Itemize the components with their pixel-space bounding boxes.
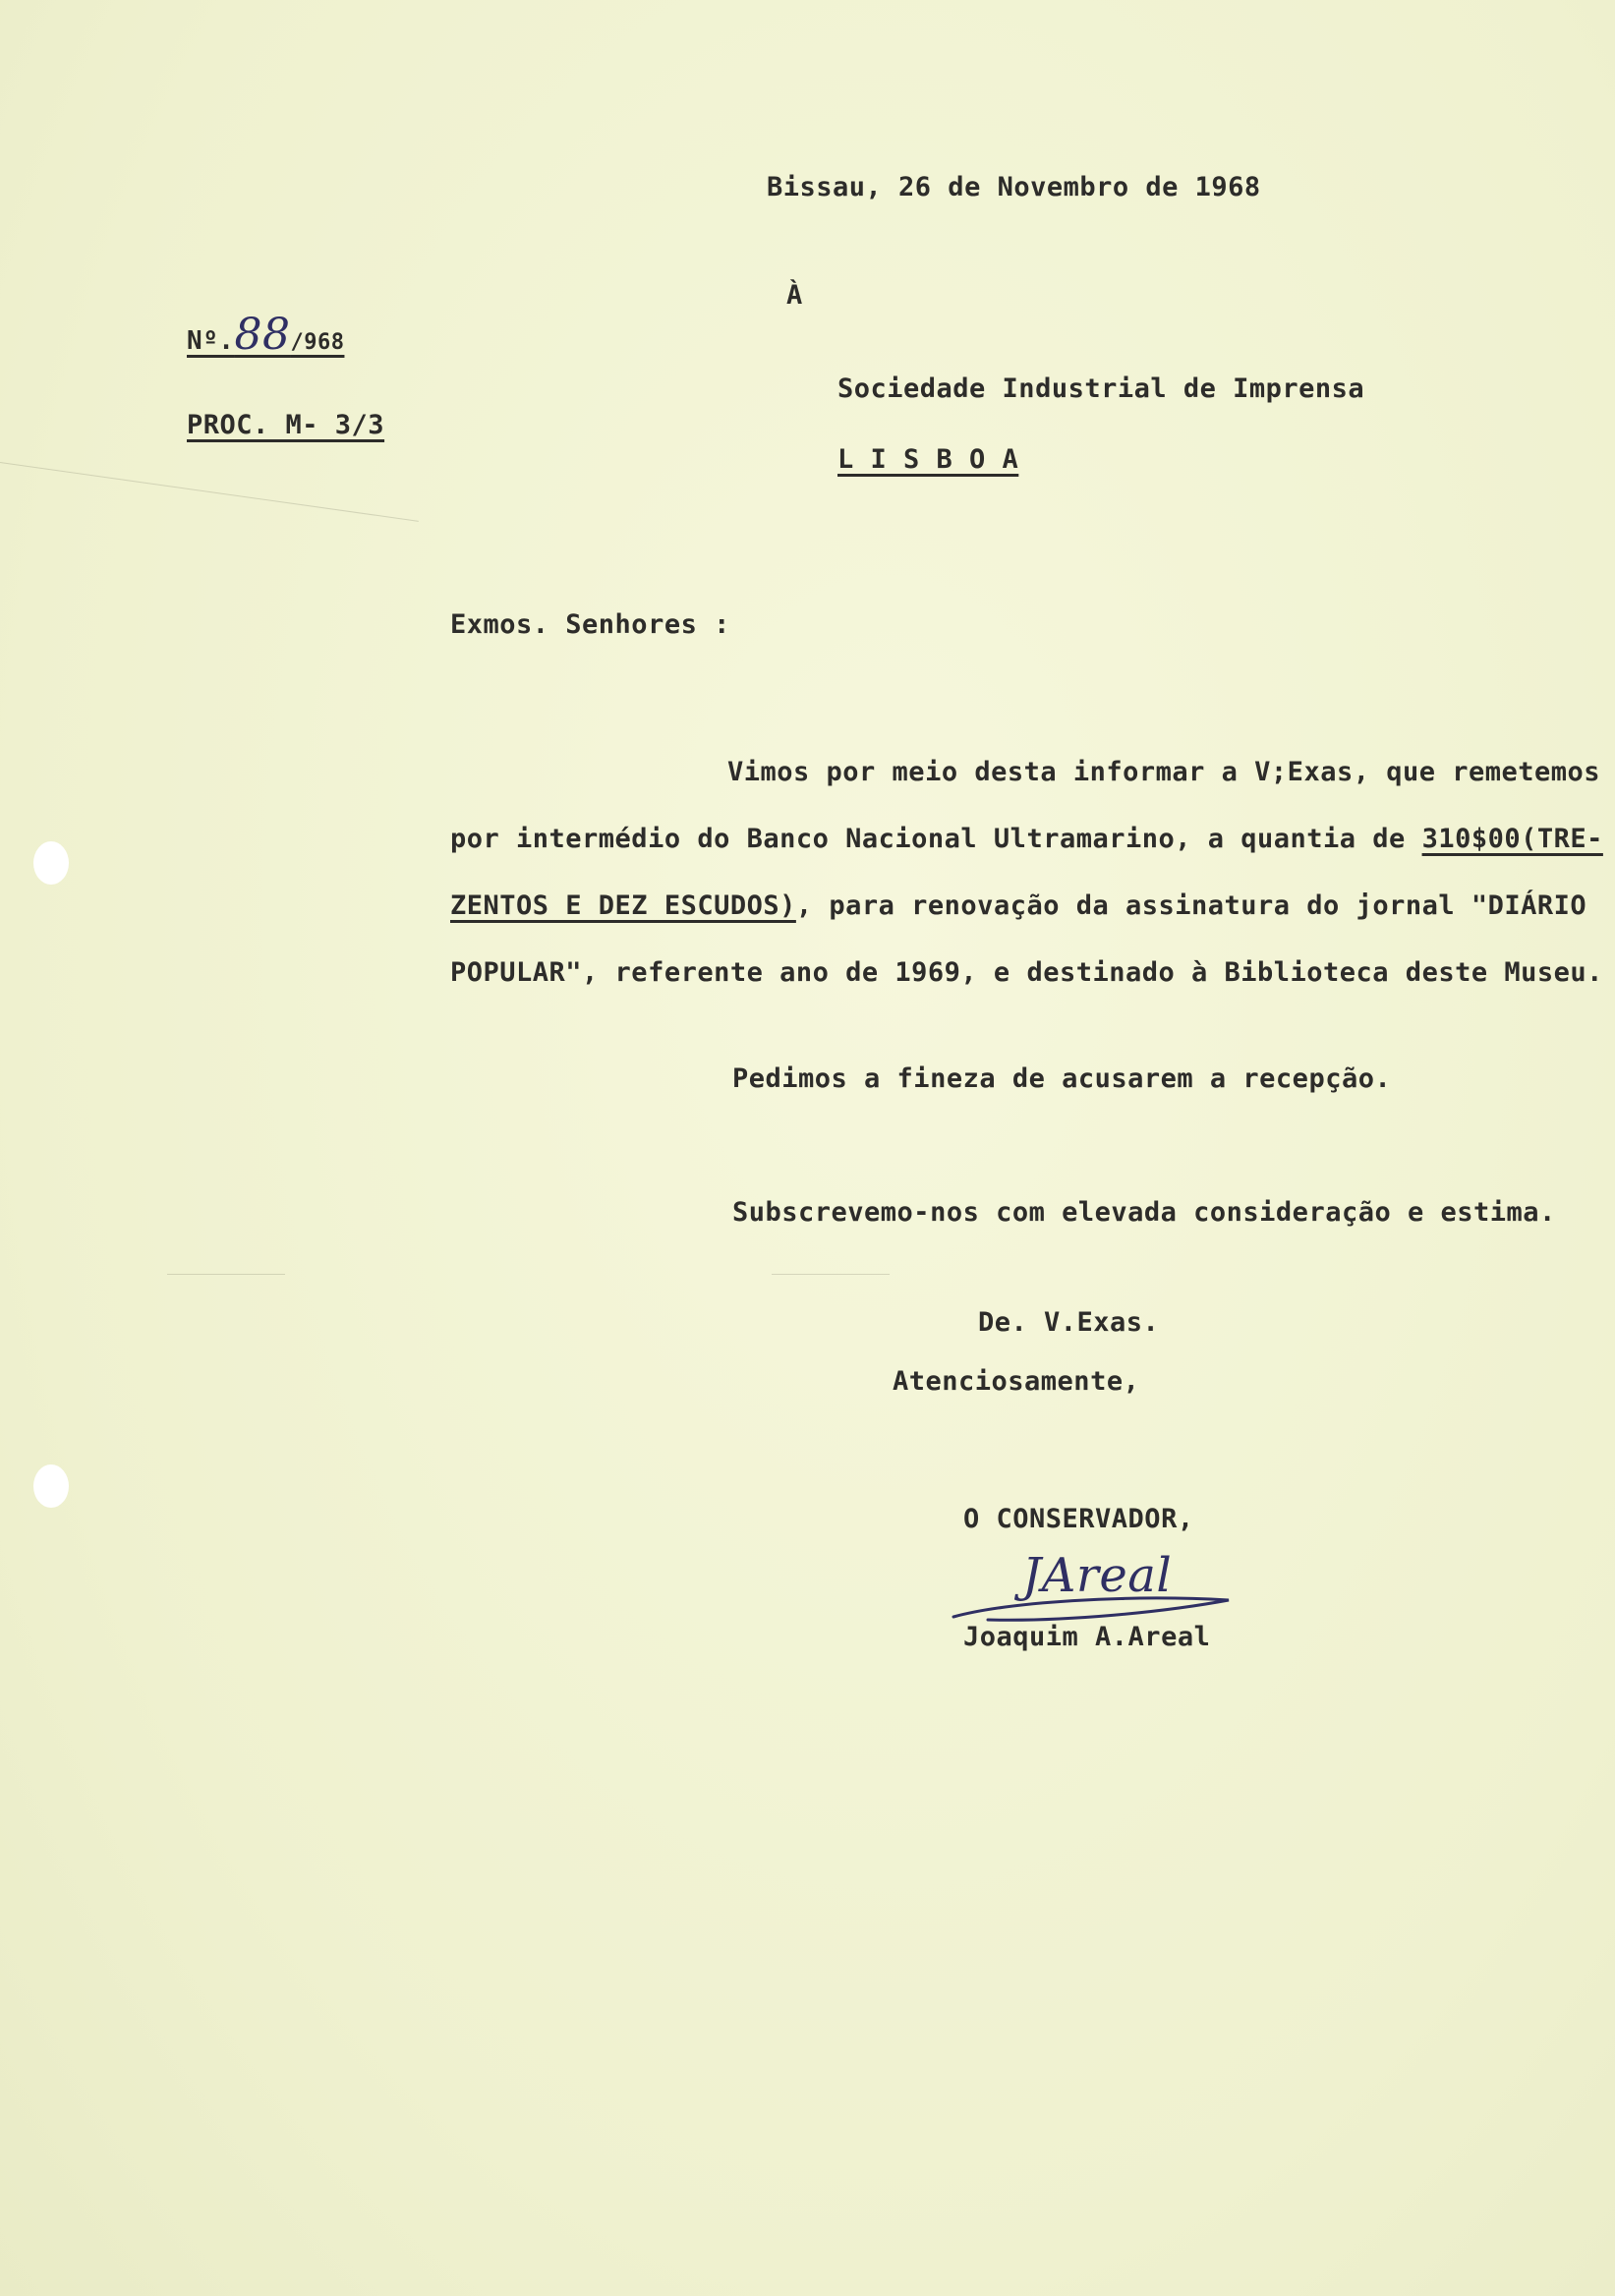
recipient-name: Sociedade Industrial de Imprensa: [837, 373, 1365, 404]
closing-line-2: Atenciosamente,: [893, 1366, 1140, 1397]
handwritten-number: 88: [234, 310, 291, 360]
body-line-1: Vimos por meio desta informar a V;Exas, que remetemos: [727, 757, 1601, 787]
number-prefix: Nº.: [187, 326, 235, 356]
body-line-3-text: , para renovação da assinatura do jornal "DIÁRIO: [795, 890, 1587, 921]
handwritten-signature: JAreal: [1022, 1548, 1173, 1603]
number-year: /968: [290, 330, 345, 355]
paper-crease: [772, 1274, 890, 1275]
punch-hole: [33, 1464, 69, 1508]
recipient-prefix: À: [786, 280, 803, 311]
body-line-2: [450, 824, 1603, 854]
reference-number: [187, 310, 344, 360]
paper-crease: [0, 462, 419, 522]
signatory-name: Joaquim A.Areal: [963, 1622, 1211, 1652]
place-date: Bissau, 26 de Novembro de 1968: [767, 172, 1261, 202]
signatory-title: O CONSERVADOR,: [963, 1504, 1194, 1534]
body-line-4: POPULAR", referente ano de 1969, e destinado à Biblioteca deste Museu.: [450, 957, 1603, 988]
closing-sentence: Subscrevemo-nos com elevada consideração e estima.: [732, 1197, 1556, 1228]
process-reference: PROC. M- 3/3: [187, 410, 385, 440]
body-line-3: [450, 890, 1586, 921]
amount-figure: 310$00(TRE-: [1421, 824, 1603, 854]
salutation: Exmos. Senhores :: [450, 609, 730, 640]
request-sentence: Pedimos a fineza de acusarem a recepção.: [732, 1063, 1392, 1094]
punch-hole: [33, 841, 69, 885]
paper-crease: [167, 1274, 285, 1275]
recipient-city: L I S B O A: [837, 444, 1019, 475]
body-line-2-text: por intermédio do Banco Nacional Ultramarino, a quantia de: [450, 824, 1422, 854]
closing-line-1: De. V.Exas.: [978, 1307, 1160, 1338]
amount-words: ZENTOS E DEZ ESCUDOS): [450, 890, 796, 921]
